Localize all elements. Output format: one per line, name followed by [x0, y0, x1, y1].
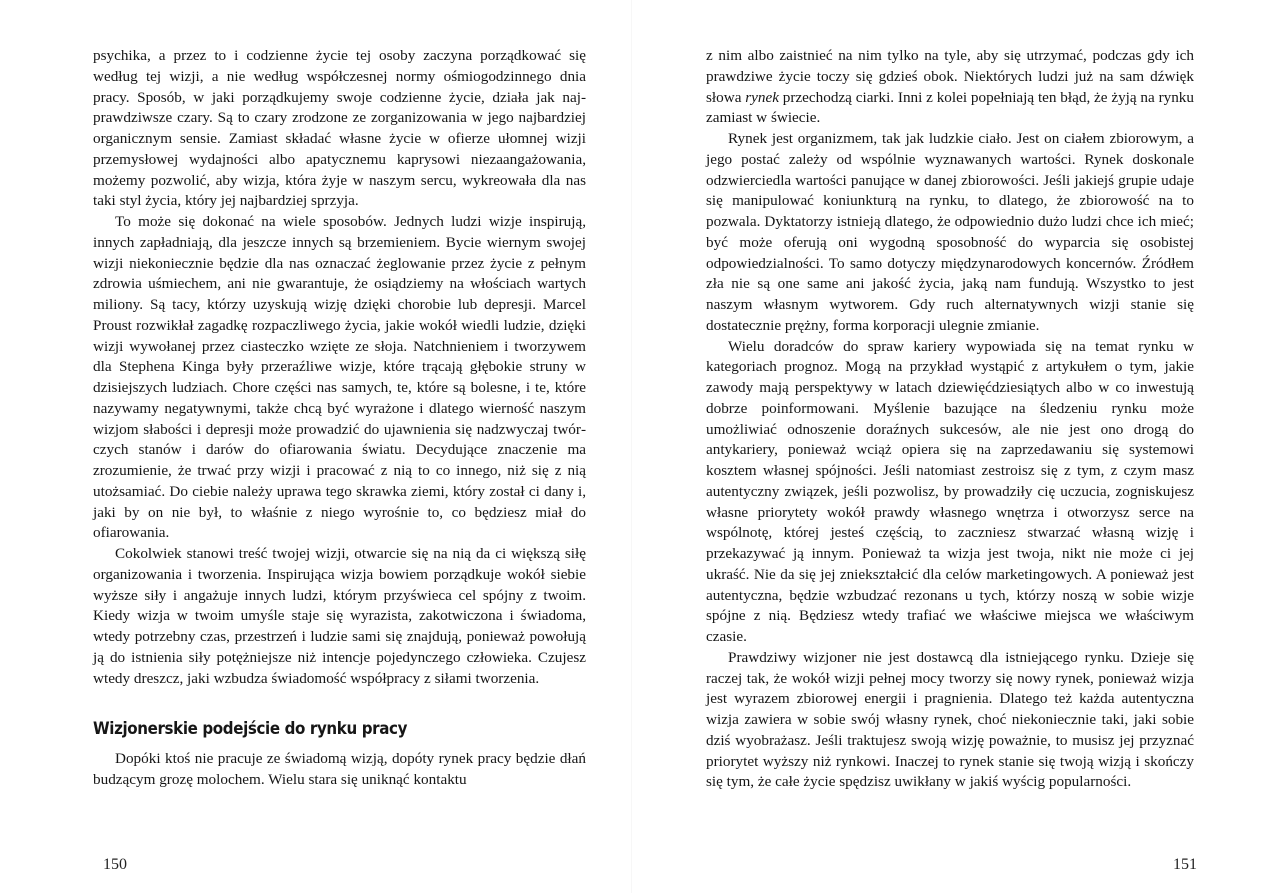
paragraph [706, 46, 1194, 129]
paragraph: Dopóki ktoś nie pracuje ze świadomą wizją, dopóty rynek pracy będzie dłań budzącym grozę molochem. Wielu stara się uniknąć kontaktu [93, 750, 586, 788]
paragraph: To może się dokonać na wiele sposobów. Jednych ludzi wizje inspirują, innych zapładniają, dla jeszcze innych są brzemieniem. Bycie wiernym swojej wizji niekoniecznie będzie dla nas oznaczać żeglowanie przez życie z pełnym zdrowia uśmiechem, ani nie gwarantuje, że osiądziemy na włościach wartych miliony. Są tacy, którzy uzyskują wizję dzięki chorobie lub depresji. Marcel Proust rozwikłał zagadkę rozpaczliwego życia, jakie wokół wiedli ludzie, dzięki wizji wywołanej przez ciasteczko wzięte ze słoja. Natchnieniem i tworzywem dla Stephena Kinga były przeraźliwe wizje, które trącają głębokie struny w dzisiejszych ludziach. Chore części nas samych, te, które są bolesne, i te, które nazywamy negatywnymi, także chcą być wyrażone i dlatego wierność naszym wizjom słabości i depresji może prowadzić do ujawnienia się nadzwyczaj twórczych stanów i darów do ofiarowania światu. Decydujące znaczenie ma zrozumienie, że trwać przy wizji i pracować z nią to co innego, niż się z nią utożsamiać. Do ciebie należy uprawa tego skrawka ziemi, który został ci dany i, jaki by on nie był, to właśnie z niego wyrośnie to, co będziesz miał do ofiarowania. [93, 213, 586, 542]
paragraph: Rynek jest organizmem, tak jak ludzkie ciało. Jest on ciałem zbiorowym, a jego postać zależy od wspólnie wyznawanych wartości. Rynek doskonale odzwierciedla wartości panujące w danej zbiorowości. Jeśli jakiejś grupie udaje się manipulować koniunkturą na rynku, to dlatego, że zbiorowość na to pozwala. Dyktatorzy istnieją dlatego, że odpowiednio dużo ludzi chce ich mieć; być może oferują oni wygodną sposobność do wyparcia się osobistej odpowiedzialności. To samo dotyczy międzynarodowych koncernów. Źródłem zła nie są one same ani jakość życia, jaką nam fundują. Wszystko to jest naszym własnym wytworem. Gdy ruch alternatywnych wizji stanie się dostatecznie prężny, forma korporacji ulegnie zmianie. [706, 130, 1194, 334]
page-number-left: 150 [103, 856, 127, 873]
emphasized-word: rynek [745, 88, 779, 106]
right-page [706, 46, 1194, 793]
book-gutter [631, 0, 632, 893]
section-heading: Wizjonerskie podejście do rynku pracy [93, 719, 408, 739]
paragraph: Cokolwiek stanowi treść twojej wizji, otwarcie się na nią da ci większą siłę organizowania i tworzenia. Inspirująca wizja bowiem porządkuje wokół siebie wyższe siły i angażuje innych ludzi, którym przyświeca cel spójny z twoim. Kiedy wizja w twoim umyśle staje się wyrazista, zakotwiczona i świadoma, wtedy potrzebny czas, przestrzeń i ludzie sami się znajdują, ponieważ powołują ją do istnienia siły potężniejsze niż intencje pojedynczego człowieka. Czujesz wtedy dreszcz, jaki wzbudza świadomość współpracy z siłami tworzenia. [93, 545, 586, 687]
paragraph: Wielu doradców do spraw kariery wypowiada się na temat rynku w kategoriach prognoz. Mogą na przykład wystąpić z artykułem o tym, jakie zawody mają perspektywy w latach dziewięćdziesiątych albo w co inwestują dobrze poinformowani. Myślenie bazujące na śledzeniu rynku może umożliwiać odnoszenie doraźnych sukcesów, ale nie jest ono drogą do antykariery, ponieważ wciąż opiera się na zaprzedawaniu się systemowi kosztem własnej spójności. Jeśli natomiast zestroisz się z tym, z czym masz autentyczny związek, jeśli pozwolisz, by prowadziły cię uczucia, zogniskujesz własne priorytety wokół prawdy własnego wnętrza i otworzysz serce na wspólnotę, której jesteś częścią, to zaczniesz stwarzać własną wizję i przekazywać ją innym. Ponieważ ta wizja jest twoja, nikt nie może ci jej ukraść. Nie da się jej zniekształcić dla celów marketingowych. A ponieważ jest autentyczna, będzie wzbudzać rezonans u tych, którzy noszą w sobie wizje spójne z nią. Będziesz wtedy trafiać we właściwe miejsca we właściwym czasie. [706, 337, 1194, 645]
left-page [93, 46, 586, 791]
page-number-right: 151 [1173, 856, 1197, 873]
paragraph: psychika, a przez to i codzienne życie tej osoby zaczyna porządkować się według tej wizji, a nie według współczesnej normy ośmiogodzinnego dnia pracy. Sposób, w jaki porządkujemy swoje codzienne życie, działa jak najprawdziwsze czary. Są to czary zrodzone ze zorganizowania w jego najbardziej organicznym sensie. Zamiast składać własne życie w ofierze ułomnej wizji przemysłowej wydajności albo apatycznemu kaprysowi niezaangażowania, możemy pozwolić, aby wizja, która żyje w naszym sercu, wykreowała dla nas taki styl życia, który jej najbardziej sprzyja. [93, 47, 586, 210]
paragraph: Prawdziwy wizjoner nie jest dostawcą dla istniejącego rynku. Dzieje się raczej tak, że wokół wizji pełnej mocy tworzy się nowy rynek, ponieważ wizja jest wyrazem zbiorowej energii i pragnienia. Dlatego też każda autentyczna wizja zawiera w sobie swój własny rynek, choć niekoniecznie taki, jaki sobie dziś wyobrażasz. Jeśli traktujesz swoją wizję poważnie, to musisz jej przyznać priorytet wyższy niż rynkowi. Inaczej to rynek stanie się twoją wizją i skończy się tym, że całe życie spędzisz uwikłany w jakiś wyścig popularności. [706, 648, 1194, 791]
paragraph-start: z nim albo zaistnieć na nim tylko na tyle, aby się utrzymać, podczas gdy ich prawdziwe życie toczy się gdzieś obok. Niektórych ludzi już na sam dźwięk słowa rynek przechodzą ciarki. Inni z kolei popełniają ten błąd, że żyją na rynku zamiast w świecie. [706, 47, 1194, 127]
